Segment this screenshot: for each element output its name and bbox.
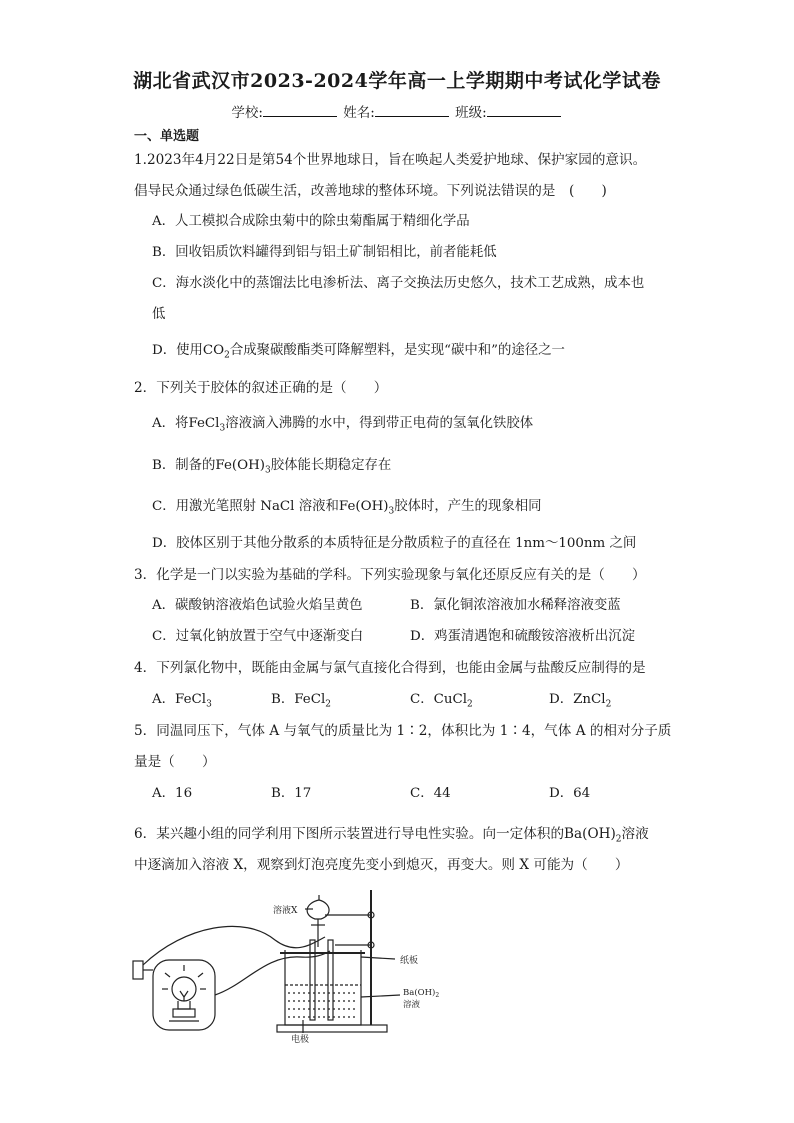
q2-c-post: 胶体时，产生的现象相同	[394, 499, 542, 514]
q3-option-a: A．碳酸钠溶液焰色试验火焰呈黄色	[152, 598, 363, 613]
label-baoh2-line2: 溶液	[403, 1000, 421, 1010]
q5-option-a: A．16	[152, 786, 193, 801]
class-blank[interactable]	[487, 104, 561, 117]
q2-b-sub: 3	[265, 465, 271, 476]
wire-bottom	[215, 951, 330, 995]
q5-option-d: D．64	[549, 786, 591, 801]
wire-top	[143, 926, 325, 965]
q1-d-sub: 2	[224, 350, 230, 361]
q4-b-pre: B．FeCl	[271, 692, 326, 707]
q4-option-d	[549, 692, 611, 713]
q2-option-a	[152, 416, 533, 437]
q6-line1-pre: 6．某兴趣小组的同学利用下图所示装置进行导电性实验。向一定体积的Ba(OH)	[134, 826, 616, 842]
page-title: 湖北省武汉市2023-2024学年高一上学期期中考试化学试卷	[133, 70, 661, 92]
q6-line1-post: 溶液	[621, 826, 649, 842]
label-baoh2	[403, 987, 439, 999]
q3-option-c: C．过氧化钠放置于空气中逐渐变白	[152, 629, 364, 644]
q1-option-c-line1: C．海水淡化中的蒸馏法比电渗析法、离子交换法历史悠久，技术工艺成熟，成本也	[152, 276, 645, 291]
student-info-line	[0, 101, 794, 121]
q4-c-pre: C．CuCl	[410, 692, 468, 707]
q4-option-a	[152, 692, 212, 713]
q4-c-sub: 2	[467, 699, 473, 710]
conductivity-apparatus-figure	[125, 885, 470, 1045]
q4-b-sub: 2	[325, 699, 331, 710]
q4-a-sub: 3	[206, 699, 212, 710]
q5-stem-line1: 5．同温同压下，气体 A 与氧气的质量比为 1∶2，体积比为 1∶4，气体 A 的相对分子质	[134, 723, 672, 739]
q1-stem-line2: 倡导民众通过绿色低碳生活，改善地球的整体环境。下列说法错误的是 ( )	[134, 183, 607, 199]
q2-b-post: 胶体能长期稳定存在	[270, 458, 392, 473]
label-solution-x: 溶液X	[273, 906, 298, 916]
q1-option-d	[152, 343, 565, 364]
q1-option-b: B．回收铝质饮料罐得到铝与铝土矿制铝相比，前者能耗低	[152, 245, 497, 260]
q2-option-b	[152, 458, 391, 479]
q4-d-sub: 2	[605, 699, 612, 710]
school-blank[interactable]	[263, 104, 337, 117]
beaker	[285, 950, 361, 1025]
q2-c-pre: C．用激光笔照射 NaCl 溶液和Fe(OH)	[152, 499, 389, 514]
q2-c-sub: 3	[388, 506, 395, 517]
q4-a-pre: A．FeCl	[152, 692, 207, 707]
q2-option-d: D．胶体区别于其他分散系的本质特征是分散质粒子的直径在 1nm～100nm 之间	[152, 536, 637, 551]
q2-b-pre: B．制备的Fe(OH)	[152, 458, 265, 473]
switch-icon	[133, 961, 143, 979]
stand-base	[277, 1025, 387, 1032]
label-paper-board: 纸板	[400, 956, 419, 966]
q4-stem: 4．下列氯化物中，既能由金属与氯气直接化合得到，也能由金属与盐酸反应制得的是	[134, 660, 646, 676]
school-label: 学校:	[231, 105, 263, 121]
q2-a-post: 溶液滴入沸腾的水中，得到带正电荷的氢氧化铁胶体	[225, 416, 534, 431]
q1-stem-line1: 1.2023年4月22日是第54个世界地球日，旨在唤起人类爱护地球、保护家园的意识。	[134, 152, 647, 168]
q1-option-a: A．人工模拟合成除虫菊中的除虫菊酯属于精细化学品	[152, 214, 470, 229]
q6-line1-sub: 2	[615, 834, 622, 845]
q2-option-c	[152, 499, 542, 520]
q1-d-pre: D．使用CO	[152, 343, 225, 358]
label-baoh2-pre: Ba(OH)	[403, 988, 436, 998]
q2-a-sub: 3	[219, 423, 226, 434]
label-baoh2-sub: 2	[435, 992, 440, 999]
q3-option-b: B．氯化铜浓溶液加水稀释溶液变蓝	[410, 598, 621, 613]
q4-d-pre: D．ZnCl	[549, 692, 606, 707]
q5-stem-line2: 量是（ ）	[134, 754, 216, 770]
section-heading: 一、单选题	[134, 129, 200, 144]
q6-stem-line2: 中逐滴加入溶液 X，观察到灯泡亮度先变小到熄灭，再变大。则 X 可能为（ ）	[134, 857, 629, 873]
label-electrode: 电极	[291, 1035, 310, 1045]
name-label: 姓名:	[343, 105, 375, 121]
q2-a-pre: A．将FeCl	[152, 416, 220, 431]
class-label: 班级:	[455, 105, 487, 121]
q2-stem: 2．下列关于胶体的叙述正确的是（ ）	[134, 380, 388, 396]
q5-option-c: C．44	[410, 786, 451, 801]
q1-option-c-line2: 低	[152, 307, 166, 322]
q1-d-post: 合成聚碳酸酯类可降解塑料，是实现“碳中和”的途径之一	[229, 343, 565, 358]
q3-stem: 3．化学是一门以实验为基础的学科。下列实验现象与氧化还原反应有关的是（ ）	[134, 567, 646, 583]
q4-option-c	[410, 692, 473, 713]
q5-option-b: B．17	[271, 786, 312, 801]
name-blank[interactable]	[375, 104, 449, 117]
q6-stem-line1	[134, 826, 649, 848]
q4-option-b	[271, 692, 331, 713]
q3-option-d: D．鸡蛋清遇饱和硫酸铵溶液析出沉淀	[410, 629, 635, 644]
